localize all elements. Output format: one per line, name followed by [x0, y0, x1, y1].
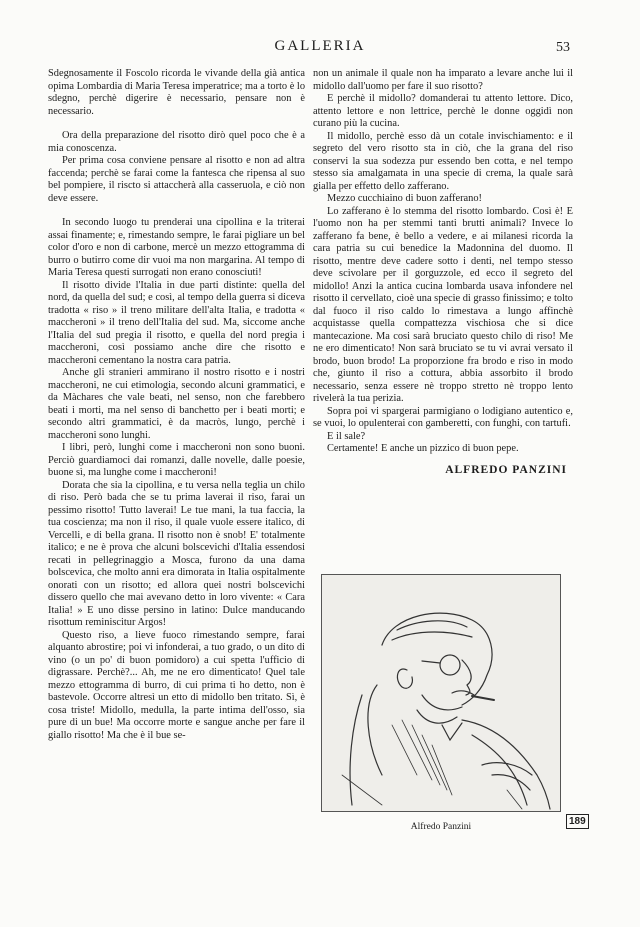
portrait-caption: Alfredo Panzini [410, 822, 472, 832]
paragraph: Questo riso, a lieve fuoco rimestando sempre, farai alquanto abrostire; poi vi infonderai, a tuo grado, o un dito di vino (o un po' di buon pomidoro) a cui spetta l'ufficio di digrassare. Perchè?... Ah, me ne ero dimenticato! Quel tale mezzo ettogramma di burro, di cui prima ti ho detto, non è bastevole. Occorre altresì un etto di midollo ben tritato. Sì, è cosa triste! Midollo, medulla, la parte intima dell'osso, sia pure di un bue! Ma occorre morte e sangue anche per fare il giallo risotto! Ma che è il bue se- [48, 629, 305, 741]
paragraph: Sopra poi vi spargerai parmigiano o lodigiano autentico e, se vuoi, lo opulenterai con gamberetti, con funghi, con tartufi. [313, 405, 573, 429]
paragraph: Il risotto divide l'Italia in due parti distinte: quella del nord, da quella del sud; e così, al tempo della guerra si diceva tradotta « riso » il treno militare dell'alta Italia, e tradotta « maccheroni » il treno dell'Italia del sud. Ma, siccome anche l'Italia del sud pregia il risotto, e quella del nord pregia i maccheroni, così possiamo anche dire che risotto e maccheroni cementano la nostra cara patria. [48, 279, 305, 366]
paragraph: Il midollo, perchè esso dà un cotale invischiamento: e il segreto del vero risotto sta in ciò, che la grana del riso conservi la sua sodezza pur essendo ben cotta, e nel tempo stesso sia amalgamata in una specie di crema, la quale sarà gialla per effetto dello zafferano. [313, 130, 573, 192]
portrait-drawing [322, 575, 560, 811]
paragraph: E il sale? [327, 430, 366, 442]
right-column [313, 68, 573, 476]
page-number: 53 [556, 40, 570, 55]
paragraph: E perchè il midollo? domanderai tu attento lettore. Dico, attento lettore e non lettrice, perchè le donne oggidì non curano più la cucina. [313, 93, 573, 129]
folio-number: 189 [566, 814, 589, 829]
page-header [0, 38, 640, 64]
running-title: GALLERIA [274, 38, 366, 54]
paragraph: Per prima cosa conviene pensare al risotto e non ad altra faccenda; perchè se farai come la fantesca che ripensa al suo bel pompiere, il riscto si attaccherà alla casseruola, e ciò non deve essere. [48, 155, 305, 204]
author-signature: ALFREDO PANZINI [445, 463, 567, 476]
paragraph: I libri, però, lunghi come i maccheroni non sono buoni. Perciò guardiamoci dai romanzi, dalle novelle, dalle poesie, buone sì, ma lunghe come i maccheroni! [48, 442, 305, 478]
paragraph: Sdegnosamente il Foscolo ricorda le vivande della già antica opima Lombardia di Maria Teresa imperatrice; ma a torto è lo sdegno, perchè digerire è necessario, pensare non è necessario. [48, 68, 306, 117]
paragraph: Anche gli stranieri ammirano il nostro risotto e i nostri maccheroni, ne cui etimologia, secondo alcuni grammatici, e da Màchares che vale beati, nel senso, non che farebbero beati i morti, ma nel senso di banchetto per i beati morti; e secondo altri grammatici, è da macròs, lungo, perchè i maccheroni sono lunghi. [48, 367, 305, 441]
paragraph: Dorata che sia la cipollina, e tu versa nella teglia un chilo di riso. Però bada che se tu prima laverai il riso, farai un pessimo risotto! Tutto laverai! Le tue mani, la tua faccia, la tua coscienza; ma non il riso, il quale vuole essere italico, di Vercelli, e di bella grana. Il risotto non è snob! E' totalmente italico; e ne è prova che alcuni bolscevichi d'Italia essendosi recati in pellegrinaggio a Mosca, furono da una dama bolscevica, che molto anni era dimorata in Italia ospitalmente onorati con un risotto; ed allora quei nostri bolscevichi dissero quello che mai avevano detto in loro vivente: « Cara Italia! » E uno disse persino in latino: Dulce manducando risottum reminiscitur Argos! [48, 479, 305, 628]
paragraph: Certamente! E anche un pizzico di buon pepe. [327, 443, 519, 454]
paragraph: non un animale il quale non ha imparato a levare anche lui il midollo dall'uomo per fare il suo risotto? [313, 68, 573, 92]
left-column [48, 68, 305, 742]
author-portrait-sketch [321, 574, 561, 812]
paragraph: In secondo luogo tu prenderai una cipollina e la triterai assai finamente; e, rimestando sempre, le farai pigliare un bel color d'oro e non di carbone, mercè un mezzo ettogramma di burro o butirro come dir vuoi ma non margarina. Al tempo di Maria Teresa questi surrogati non erano conosciuti! [48, 217, 305, 278]
paragraph: Mezzo cucchiaino di buon zafferano! [327, 193, 483, 204]
paragraph: Lo zafferano è lo stemma del risotto lombardo. Così è! E l'uomo non ha per stemmi tanti brutti animali? Invece lo zafferano fa bene, è bello a vedere, e ai milanesi ricorda la cara patria su cui benedice la Madonnina del duomo. Il risotto, mentre deve cadere sotto i denti, nel tempo stesso deve scivolare per il gorguzzole, ed ecco il segreto del midollo! Anzi la antica cucina lombarda usava infondere nel risotto il cervellato, cioè una specie di grasso finissimo; e tolto dal fuoco il riso caldo lo rimestava a lungo affinchè acquistasse quella compattezza vischiosa che si dice mantecazione. Ma cosi sarà bruciato questo chilo di riso! Me ne ero dimenticato! Non sarà bruciato se tu vi avrai versato il brodo, buon brodo! La proporzione fra brodo e riso in modo che, giunto il riso a cottura, abbia assorbito il brodo necessario, senza essere nè troppo stretto nè troppo lento rivelerà la tua perizia. [313, 205, 573, 404]
paragraph: Ora della preparazione del risotto dirò quel poco che è a mia conoscenza. [48, 130, 305, 154]
